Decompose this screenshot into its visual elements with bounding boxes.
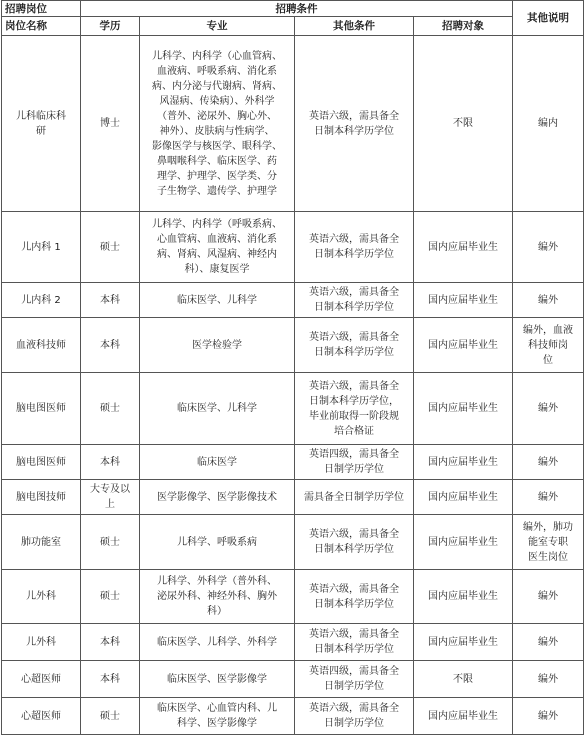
cell-major	[140, 318, 295, 373]
table-body	[2, 36, 584, 735]
cell-education-text: 本科	[100, 456, 120, 468]
cell-other-conditions	[295, 698, 414, 735]
cell-other-conditions-text: 英语六级，需具备全 日制本科学历学位， 毕业前取得一阶段规 培合格证	[309, 380, 399, 437]
table-row	[2, 318, 584, 373]
cell-post	[2, 480, 81, 515]
cell-recruit-target	[414, 318, 513, 373]
cell-post	[2, 212, 81, 283]
table-row	[2, 661, 584, 698]
cell-other-conditions	[295, 445, 414, 480]
header-group-post: 招聘岗位	[2, 1, 81, 17]
cell-education	[81, 283, 140, 318]
cell-education-text: 博士	[100, 118, 120, 129]
cell-major-text: 儿科学、内科学（心血管病、 血液病、呼吸系病、消化系 病、内分泌与代谢病、肾病、 风湿病、传染病）、外科学 （普外、泌尿外、胸心外、 神外）、皮肤病与性病学、 影像医学与核医学、眼科学、 鼻咽喉科学、临床医学、药 理学、护理学、医学类、分 子生物学、遗传学、护理学	[152, 50, 282, 197]
table-row	[2, 445, 584, 480]
cell-education-text: 大专及以 上	[90, 484, 130, 510]
cell-education-text: 本科	[100, 673, 120, 685]
cell-post	[2, 698, 81, 735]
cell-post	[2, 624, 81, 661]
cell-recruit-target	[414, 624, 513, 661]
cell-other-notes	[513, 661, 584, 698]
cell-major	[140, 698, 295, 735]
cell-recruit-target	[414, 373, 513, 445]
table-row	[2, 698, 584, 735]
cell-education	[81, 212, 140, 283]
cell-recruit-target-text: 国内应届毕业生	[428, 294, 498, 306]
cell-education	[81, 36, 140, 212]
cell-recruit-target-text: 国内应届毕业生	[428, 456, 498, 468]
cell-recruit-target	[414, 515, 513, 570]
header-post-name: 岗位名称	[2, 17, 81, 36]
cell-other-conditions	[295, 318, 414, 373]
header-group-conditions: 招聘条件	[81, 1, 513, 17]
cell-major	[140, 212, 295, 283]
cell-post-text: 心超医师	[21, 673, 61, 685]
cell-recruit-target-text: 国内应届毕业生	[428, 636, 498, 648]
cell-major-text: 医学影像学、医学影像技术	[157, 491, 277, 503]
cell-education	[81, 445, 140, 480]
cell-other-notes	[513, 624, 584, 661]
table-row	[2, 624, 584, 661]
cell-major-text: 临床医学、儿科学、外科学	[157, 636, 277, 648]
cell-other-notes-text: 编外	[538, 241, 558, 253]
cell-other-conditions	[295, 661, 414, 698]
cell-major	[140, 515, 295, 570]
cell-post-text: 脑电图医师	[16, 403, 66, 414]
cell-education-text: 硕士	[100, 710, 120, 722]
cell-post-text: 儿外科	[26, 636, 56, 648]
cell-other-conditions	[295, 36, 414, 212]
cell-other-notes-text: 编外	[538, 456, 558, 468]
header-other-notes: 其他说明	[513, 1, 584, 36]
cell-other-notes-text: 编外	[538, 636, 558, 648]
cell-recruit-target	[414, 283, 513, 318]
cell-recruit-target-text: 国内应届毕业生	[428, 591, 498, 602]
cell-major-text: 临床医学	[197, 456, 237, 468]
cell-post-text: 心超医师	[21, 710, 61, 722]
cell-recruit-target	[414, 698, 513, 735]
cell-post	[2, 283, 81, 318]
cell-major	[140, 480, 295, 515]
cell-other-conditions-text: 英语六级，需具备全 日制本科学历学位	[309, 287, 399, 313]
cell-recruit-target	[414, 212, 513, 283]
cell-education-text: 本科	[100, 339, 120, 351]
cell-recruit-target-text: 不限	[453, 673, 473, 685]
header-other-conditions: 其他条件	[295, 17, 414, 36]
cell-recruit-target-text: 国内应届毕业生	[428, 241, 498, 253]
cell-post-text: 儿科临床科 研	[16, 110, 66, 137]
cell-major-text: 临床医学、儿科学	[177, 294, 257, 306]
cell-recruit-target	[414, 570, 513, 624]
cell-education-text: 硕士	[100, 536, 120, 548]
cell-education-text: 硕士	[100, 241, 120, 253]
cell-major-text: 临床医学、医学影像学	[167, 673, 267, 685]
cell-post-text: 儿内科 1	[21, 241, 61, 253]
table-row	[2, 570, 584, 624]
cell-other-conditions-text: 英语六级，需具备全 日制本科学历学位	[309, 110, 399, 137]
cell-other-notes	[513, 318, 584, 373]
cell-other-notes	[513, 212, 584, 283]
cell-post	[2, 445, 81, 480]
table-row	[2, 36, 584, 212]
cell-recruit-target-text: 国内应届毕业生	[428, 339, 498, 351]
cell-post-text: 脑电图医师	[16, 456, 66, 468]
cell-education	[81, 318, 140, 373]
table-row	[2, 480, 584, 515]
header-row-columns	[2, 17, 584, 36]
cell-other-conditions-text: 英语四级，需具备全 日制学历学位	[309, 449, 399, 475]
table-row	[2, 515, 584, 570]
cell-other-conditions	[295, 624, 414, 661]
cell-recruit-target	[414, 480, 513, 515]
cell-other-conditions-text: 英语四级，需具备全 日制学历学位	[309, 666, 399, 692]
cell-other-notes	[513, 373, 584, 445]
cell-major-text: 儿科学、呼吸系病	[177, 536, 257, 548]
cell-post	[2, 36, 81, 212]
cell-other-conditions	[295, 570, 414, 624]
cell-other-notes-text: 编外	[538, 294, 558, 306]
cell-major-text: 儿科学、内科学（呼吸系病、 心血管病、血液病、消化系 病、肾病、风湿病、神经内 科）、康复医学	[152, 219, 282, 275]
cell-other-notes-text: 编外，肺功 能室专职 医生岗位	[523, 521, 573, 563]
cell-post	[2, 318, 81, 373]
cell-education	[81, 515, 140, 570]
cell-other-notes	[513, 698, 584, 735]
cell-education	[81, 373, 140, 445]
cell-major	[140, 283, 295, 318]
header-recruit-target: 招聘对象	[414, 17, 513, 36]
cell-education	[81, 661, 140, 698]
cell-other-notes-text: 编外	[538, 673, 558, 685]
cell-other-conditions-text: 英语六级，需具备全 日制本科学历学位	[309, 234, 399, 260]
cell-recruit-target-text: 不限	[453, 118, 473, 129]
cell-post-text: 脑电图技师	[16, 491, 66, 503]
cell-major	[140, 445, 295, 480]
cell-other-notes	[513, 36, 584, 212]
recruitment-table	[1, 0, 584, 735]
cell-post	[2, 661, 81, 698]
cell-recruit-target	[414, 445, 513, 480]
cell-education-text: 硕士	[100, 403, 120, 414]
cell-other-conditions	[295, 283, 414, 318]
cell-major	[140, 570, 295, 624]
cell-recruit-target-text: 国内应届毕业生	[428, 536, 498, 548]
cell-education	[81, 480, 140, 515]
cell-post-text: 肺功能室	[21, 536, 61, 548]
cell-major	[140, 373, 295, 445]
cell-post-text: 儿内科 2	[21, 294, 61, 306]
cell-major	[140, 36, 295, 212]
cell-major	[140, 624, 295, 661]
cell-education-text: 本科	[100, 294, 120, 306]
cell-other-conditions	[295, 373, 414, 445]
cell-other-notes-text: 编内	[538, 118, 558, 129]
cell-recruit-target-text: 国内应届毕业生	[428, 491, 498, 503]
cell-post-text: 血液科技师	[16, 339, 66, 351]
cell-recruit-target	[414, 661, 513, 698]
cell-other-conditions-text: 英语六级，需具备全 日制学历学位	[309, 703, 399, 729]
cell-recruit-target-text: 国内应届毕业生	[428, 403, 498, 414]
cell-major-text: 儿科学、外科学（普外科、 泌尿外科、神经外科、胸外 科）	[157, 576, 277, 617]
table-row	[2, 283, 584, 318]
cell-other-conditions-text: 英语六级，需具备全 日制本科学历学位	[309, 583, 399, 610]
cell-other-conditions	[295, 480, 414, 515]
cell-major-text: 临床医学、儿科学	[177, 403, 257, 414]
cell-other-conditions-text: 英语六级，需具备全 日制本科学历学位	[309, 629, 399, 655]
cell-other-notes-text: 编外	[538, 710, 558, 722]
cell-other-notes-text: 编外	[538, 403, 558, 414]
cell-other-conditions-text: 需具备全日制学历学位	[304, 491, 404, 503]
table-row	[2, 212, 584, 283]
cell-other-notes	[513, 480, 584, 515]
cell-other-notes	[513, 515, 584, 570]
header-major: 专业	[140, 17, 295, 36]
header-row-group	[2, 1, 584, 17]
cell-other-notes-text: 编外	[538, 591, 558, 602]
cell-post-text: 儿外科	[26, 591, 56, 602]
cell-post	[2, 515, 81, 570]
cell-post	[2, 570, 81, 624]
cell-education-text: 本科	[100, 636, 120, 648]
cell-other-notes-text: 编外	[538, 491, 558, 503]
cell-other-conditions-text: 英语六级，需具备全 日制本科学历学位	[309, 332, 399, 358]
cell-other-conditions	[295, 212, 414, 283]
cell-post	[2, 373, 81, 445]
cell-other-conditions-text: 英语六级，需具备全 日制本科学历学位	[309, 529, 399, 555]
cell-education-text: 硕士	[100, 591, 120, 602]
cell-education	[81, 570, 140, 624]
cell-other-notes	[513, 283, 584, 318]
cell-other-notes	[513, 445, 584, 480]
cell-major	[140, 661, 295, 698]
header-education: 学历	[81, 17, 140, 36]
cell-education	[81, 698, 140, 735]
cell-other-conditions	[295, 515, 414, 570]
table-row	[2, 373, 584, 445]
cell-other-notes	[513, 570, 584, 624]
cell-major-text: 医学检验学	[192, 339, 242, 351]
cell-education	[81, 624, 140, 661]
cell-major-text: 临床医学、心血管内科、儿 科学、医学影像学	[157, 703, 277, 729]
cell-recruit-target	[414, 36, 513, 212]
cell-recruit-target-text: 国内应届毕业生	[428, 710, 498, 722]
cell-other-notes-text: 编外，血液 科技师岗 位	[523, 324, 573, 366]
